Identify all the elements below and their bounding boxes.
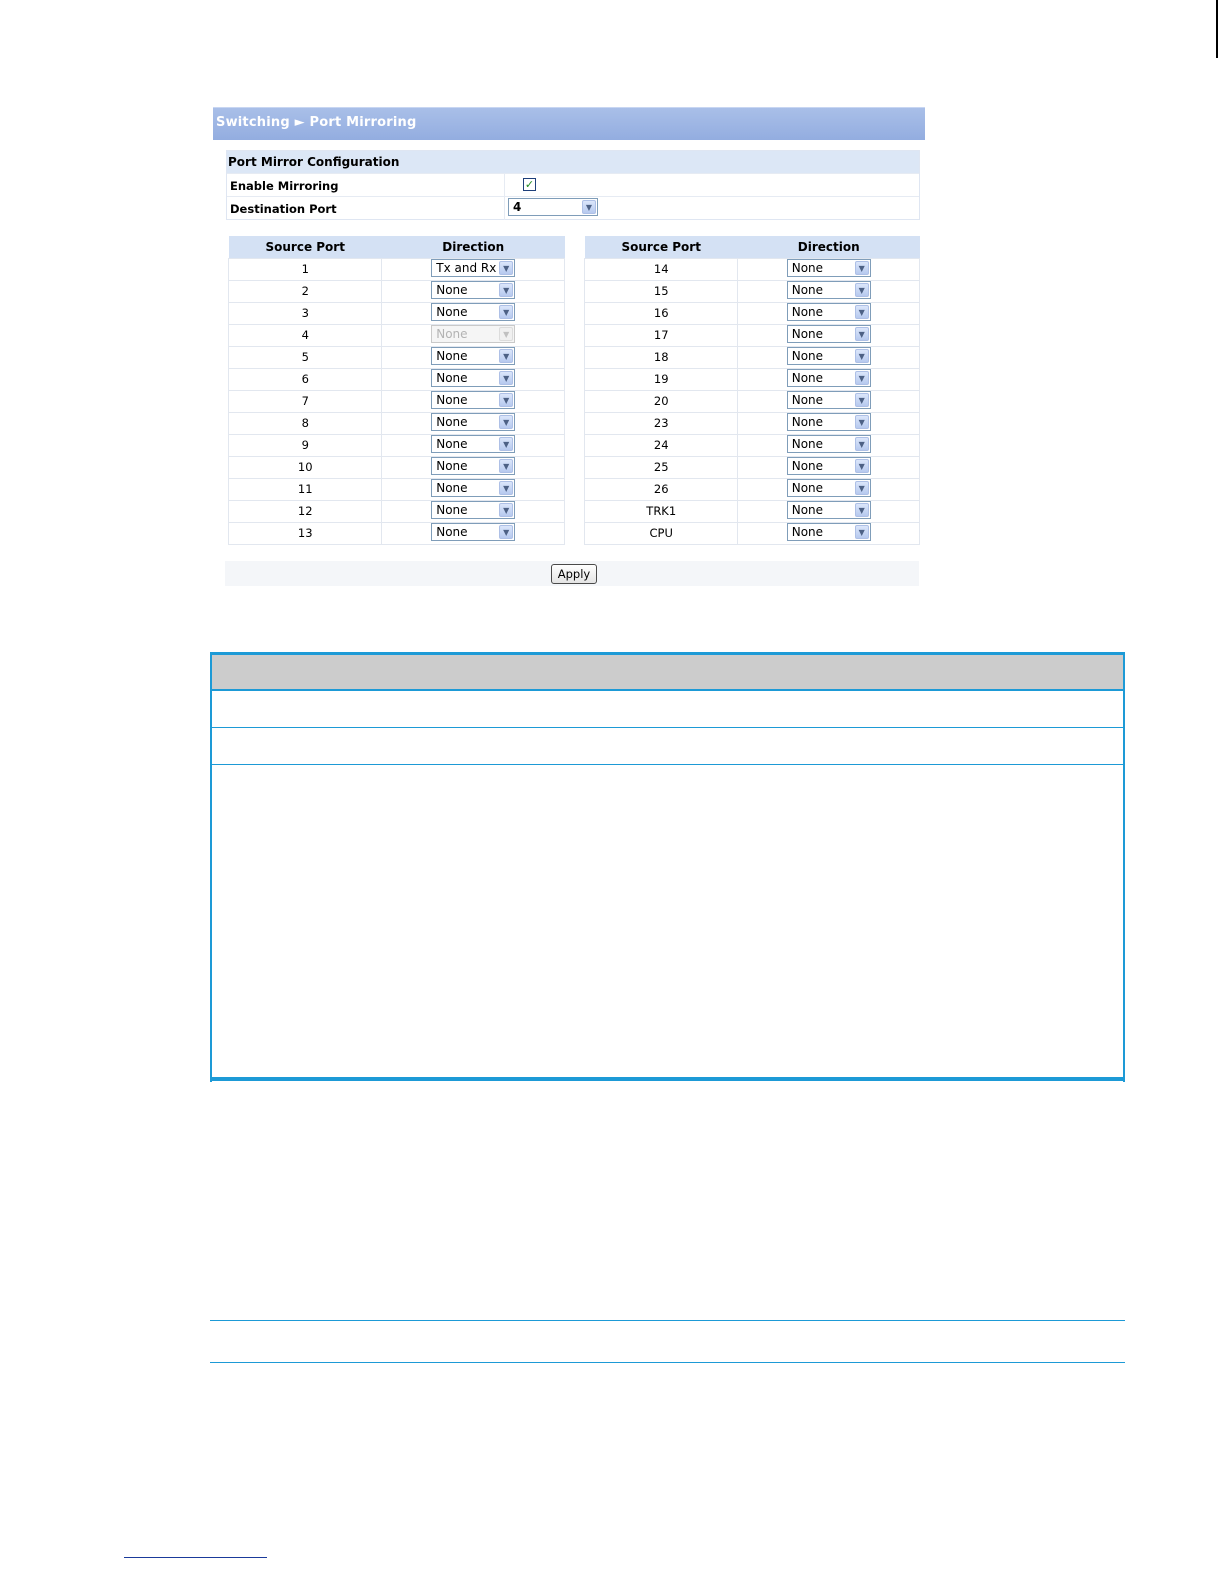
- direction-value: Tx and Rx: [436, 260, 497, 275]
- direction-value: None: [791, 348, 824, 363]
- direction-cell: [738, 324, 920, 346]
- direction-select[interactable]: [787, 413, 871, 431]
- source-port-cell: 26: [585, 478, 738, 500]
- table-right-border: [1123, 652, 1125, 1082]
- chevron-down-icon: ▼: [499, 393, 513, 407]
- direction-select[interactable]: [431, 457, 515, 475]
- table-row: [229, 368, 565, 390]
- direction-select[interactable]: [431, 501, 515, 519]
- direction-select[interactable]: [787, 281, 871, 299]
- breadcrumb-section[interactable]: Switching: [216, 115, 290, 130]
- chevron-down-icon: ▼: [855, 371, 869, 385]
- port-mirroring-screenshot: [213, 107, 926, 590]
- table-row-rule: [210, 764, 1125, 765]
- direction-select[interactable]: [787, 347, 871, 365]
- footnote-rule: [124, 1557, 267, 1558]
- note-bottom-rule: [210, 1362, 1125, 1363]
- chevron-down-icon: ▼: [855, 415, 869, 429]
- direction-cell: [382, 346, 565, 368]
- chevron-down-icon: ▼: [582, 200, 596, 214]
- direction-header: Direction: [738, 236, 920, 258]
- table-header-row: [212, 655, 1123, 689]
- destination-port-row: [227, 196, 919, 219]
- chevron-down-icon: ▼: [855, 459, 869, 473]
- chevron-down-icon: ▼: [499, 481, 513, 495]
- table-row: [585, 456, 920, 478]
- table-bottom-rule: [210, 1077, 1125, 1081]
- chevron-down-icon: ▼: [855, 349, 869, 363]
- source-port-cell: 15: [585, 280, 738, 302]
- direction-cell: [382, 390, 565, 412]
- table-header-rule: [210, 689, 1125, 691]
- direction-header: Direction: [382, 236, 565, 258]
- source-port-cell: 11: [229, 478, 382, 500]
- table-row: [229, 522, 565, 544]
- direction-value: None: [436, 458, 468, 473]
- chevron-down-icon: ▼: [499, 305, 513, 319]
- page-edge-marker: [1216, 0, 1218, 58]
- table-row: [229, 258, 565, 280]
- direction-cell: [382, 478, 565, 500]
- direction-cell: [382, 412, 565, 434]
- chevron-down-icon: ▼: [499, 437, 513, 451]
- direction-value: None: [791, 502, 824, 517]
- source-port-header: Source Port: [229, 236, 382, 258]
- config-heading: Port Mirror Configuration: [227, 151, 919, 173]
- direction-select[interactable]: [431, 479, 515, 497]
- table-row: [229, 390, 565, 412]
- direction-select[interactable]: [431, 303, 515, 321]
- chevron-down-icon: ▼: [855, 261, 869, 275]
- direction-cell: [738, 434, 920, 456]
- table-row: [229, 280, 565, 302]
- direction-value: None: [791, 392, 824, 407]
- direction-value: None: [791, 304, 824, 319]
- direction-cell: [738, 280, 920, 302]
- direction-cell: [382, 258, 565, 280]
- direction-cell: [738, 258, 920, 280]
- direction-value: None: [436, 348, 468, 363]
- direction-value: None: [436, 370, 468, 385]
- direction-select[interactable]: [787, 391, 871, 409]
- table-row: [585, 434, 920, 456]
- enable-mirroring-row: [227, 173, 919, 196]
- table-row: [229, 412, 565, 434]
- chevron-down-icon: ▼: [855, 305, 869, 319]
- chevron-down-icon: ▼: [499, 415, 513, 429]
- direction-cell: [738, 302, 920, 324]
- table-row: [229, 500, 565, 522]
- table-row: [585, 412, 920, 434]
- direction-cell: [382, 280, 565, 302]
- source-port-cell: CPU: [585, 522, 738, 544]
- direction-select[interactable]: [431, 435, 515, 453]
- direction-select: [431, 325, 515, 343]
- note-top-rule: [210, 1320, 1125, 1321]
- direction-cell: [738, 456, 920, 478]
- direction-cell: [382, 522, 565, 544]
- chevron-down-icon: ▼: [855, 437, 869, 451]
- table-row: [229, 324, 565, 346]
- source-port-cell: 1: [229, 258, 382, 280]
- source-port-table-right: [584, 236, 920, 545]
- direction-cell: [382, 434, 565, 456]
- direction-select[interactable]: [431, 523, 515, 541]
- table-row: [585, 478, 920, 500]
- direction-value: None: [791, 414, 824, 429]
- direction-select[interactable]: [431, 369, 515, 387]
- source-port-cell: 14: [585, 258, 738, 280]
- direction-cell: [738, 478, 920, 500]
- source-port-cell: 7: [229, 390, 382, 412]
- source-port-cell: 13: [229, 522, 382, 544]
- direction-select[interactable]: [431, 391, 515, 409]
- direction-value: None: [791, 436, 824, 451]
- source-port-cell: 12: [229, 500, 382, 522]
- direction-select[interactable]: [431, 413, 515, 431]
- chevron-down-icon: ▼: [499, 349, 513, 363]
- apply-button[interactable]: Apply: [551, 564, 597, 584]
- direction-select[interactable]: [787, 259, 871, 277]
- direction-value: None: [791, 260, 824, 275]
- chevron-down-icon: ▼: [499, 525, 513, 539]
- source-port-cell: 20: [585, 390, 738, 412]
- direction-cell: [738, 390, 920, 412]
- chevron-down-icon: ▼: [855, 481, 869, 495]
- chevron-down-icon: ▼: [855, 283, 869, 297]
- direction-select[interactable]: [431, 259, 515, 277]
- destination-port-select[interactable]: [508, 198, 598, 216]
- source-port-cell: 9: [229, 434, 382, 456]
- direction-cell: [738, 412, 920, 434]
- destination-port-value: 4: [513, 200, 522, 214]
- source-port-cell: 19: [585, 368, 738, 390]
- chevron-down-icon: ▼: [499, 371, 513, 385]
- direction-cell: [738, 368, 920, 390]
- table-row: [585, 258, 920, 280]
- direction-value: None: [791, 282, 824, 297]
- source-port-header: Source Port: [585, 236, 738, 258]
- source-port-cell: 18: [585, 346, 738, 368]
- direction-select[interactable]: [787, 479, 871, 497]
- source-port-cell: 4: [229, 324, 382, 346]
- table-row: [229, 434, 565, 456]
- direction-value: None: [436, 326, 468, 341]
- source-port-cell: 25: [585, 456, 738, 478]
- chevron-down-icon: ▼: [855, 525, 869, 539]
- direction-value: None: [436, 502, 468, 517]
- source-port-cell: 10: [229, 456, 382, 478]
- table-row: [229, 302, 565, 324]
- enable-mirroring-label: Enable Mirroring: [230, 179, 339, 193]
- direction-value: None: [436, 392, 468, 407]
- direction-cell: [738, 500, 920, 522]
- direction-select[interactable]: [787, 303, 871, 321]
- source-port-cell: 2: [229, 280, 382, 302]
- direction-value: None: [436, 480, 468, 495]
- table-left-border: [210, 652, 212, 1082]
- direction-cell: [738, 346, 920, 368]
- table-row: [229, 346, 565, 368]
- table-row: [585, 324, 920, 346]
- source-port-cell: 24: [585, 434, 738, 456]
- direction-value: None: [436, 282, 468, 297]
- table-row: [229, 478, 565, 500]
- source-port-cell: 23: [585, 412, 738, 434]
- table-row: [585, 368, 920, 390]
- direction-value: None: [436, 304, 468, 319]
- table-row: [585, 500, 920, 522]
- direction-value: None: [791, 524, 824, 539]
- source-port-cell: 5: [229, 346, 382, 368]
- source-port-table-left: [228, 236, 565, 545]
- chevron-down-icon: ▼: [499, 503, 513, 517]
- table-row-rule: [210, 727, 1125, 728]
- breadcrumb-separator-icon: ►: [294, 115, 305, 130]
- chevron-down-icon: ▼: [499, 327, 513, 341]
- direction-value: None: [436, 524, 468, 539]
- chevron-down-icon: ▼: [499, 459, 513, 473]
- chevron-down-icon: ▼: [855, 327, 869, 341]
- direction-cell: [382, 500, 565, 522]
- apply-bar: [225, 561, 919, 586]
- direction-cell: [738, 522, 920, 544]
- title-bar: [213, 107, 925, 140]
- direction-value: None: [791, 458, 824, 473]
- table-row: [229, 456, 565, 478]
- chevron-down-icon: ▼: [499, 283, 513, 297]
- chevron-down-icon: ▼: [855, 393, 869, 407]
- source-port-cell: 3: [229, 302, 382, 324]
- breadcrumb-page: Port Mirroring: [309, 115, 417, 130]
- destination-port-label: Destination Port: [230, 202, 337, 216]
- source-port-cell: 17: [585, 324, 738, 346]
- direction-cell: [382, 324, 565, 346]
- direction-select[interactable]: [787, 369, 871, 387]
- chevron-down-icon: ▼: [499, 261, 513, 275]
- direction-value: None: [791, 326, 824, 341]
- enable-mirroring-checkbox[interactable]: ✓: [524, 178, 535, 191]
- breadcrumb: [216, 115, 416, 130]
- source-port-cell: TRK1: [585, 500, 738, 522]
- source-port-cell: 8: [229, 412, 382, 434]
- direction-value: None: [791, 480, 824, 495]
- direction-value: None: [791, 370, 824, 385]
- direction-cell: [382, 368, 565, 390]
- direction-select[interactable]: [787, 523, 871, 541]
- direction-select[interactable]: [787, 435, 871, 453]
- chevron-down-icon: ▼: [855, 503, 869, 517]
- source-port-cell: 16: [585, 302, 738, 324]
- direction-cell: [382, 302, 565, 324]
- source-port-cell: 6: [229, 368, 382, 390]
- direction-value: None: [436, 436, 468, 451]
- direction-select[interactable]: [787, 457, 871, 475]
- description-table: [210, 652, 1125, 1082]
- direction-select[interactable]: [431, 281, 515, 299]
- direction-cell: [382, 456, 565, 478]
- mirror-config-panel: [226, 150, 920, 220]
- table-row: [585, 346, 920, 368]
- table-row: [585, 280, 920, 302]
- table-row: [585, 522, 920, 544]
- table-row: [585, 390, 920, 412]
- direction-select[interactable]: [431, 347, 515, 365]
- direction-select[interactable]: [787, 501, 871, 519]
- direction-value: None: [436, 414, 468, 429]
- direction-select[interactable]: [787, 325, 871, 343]
- table-row: [585, 302, 920, 324]
